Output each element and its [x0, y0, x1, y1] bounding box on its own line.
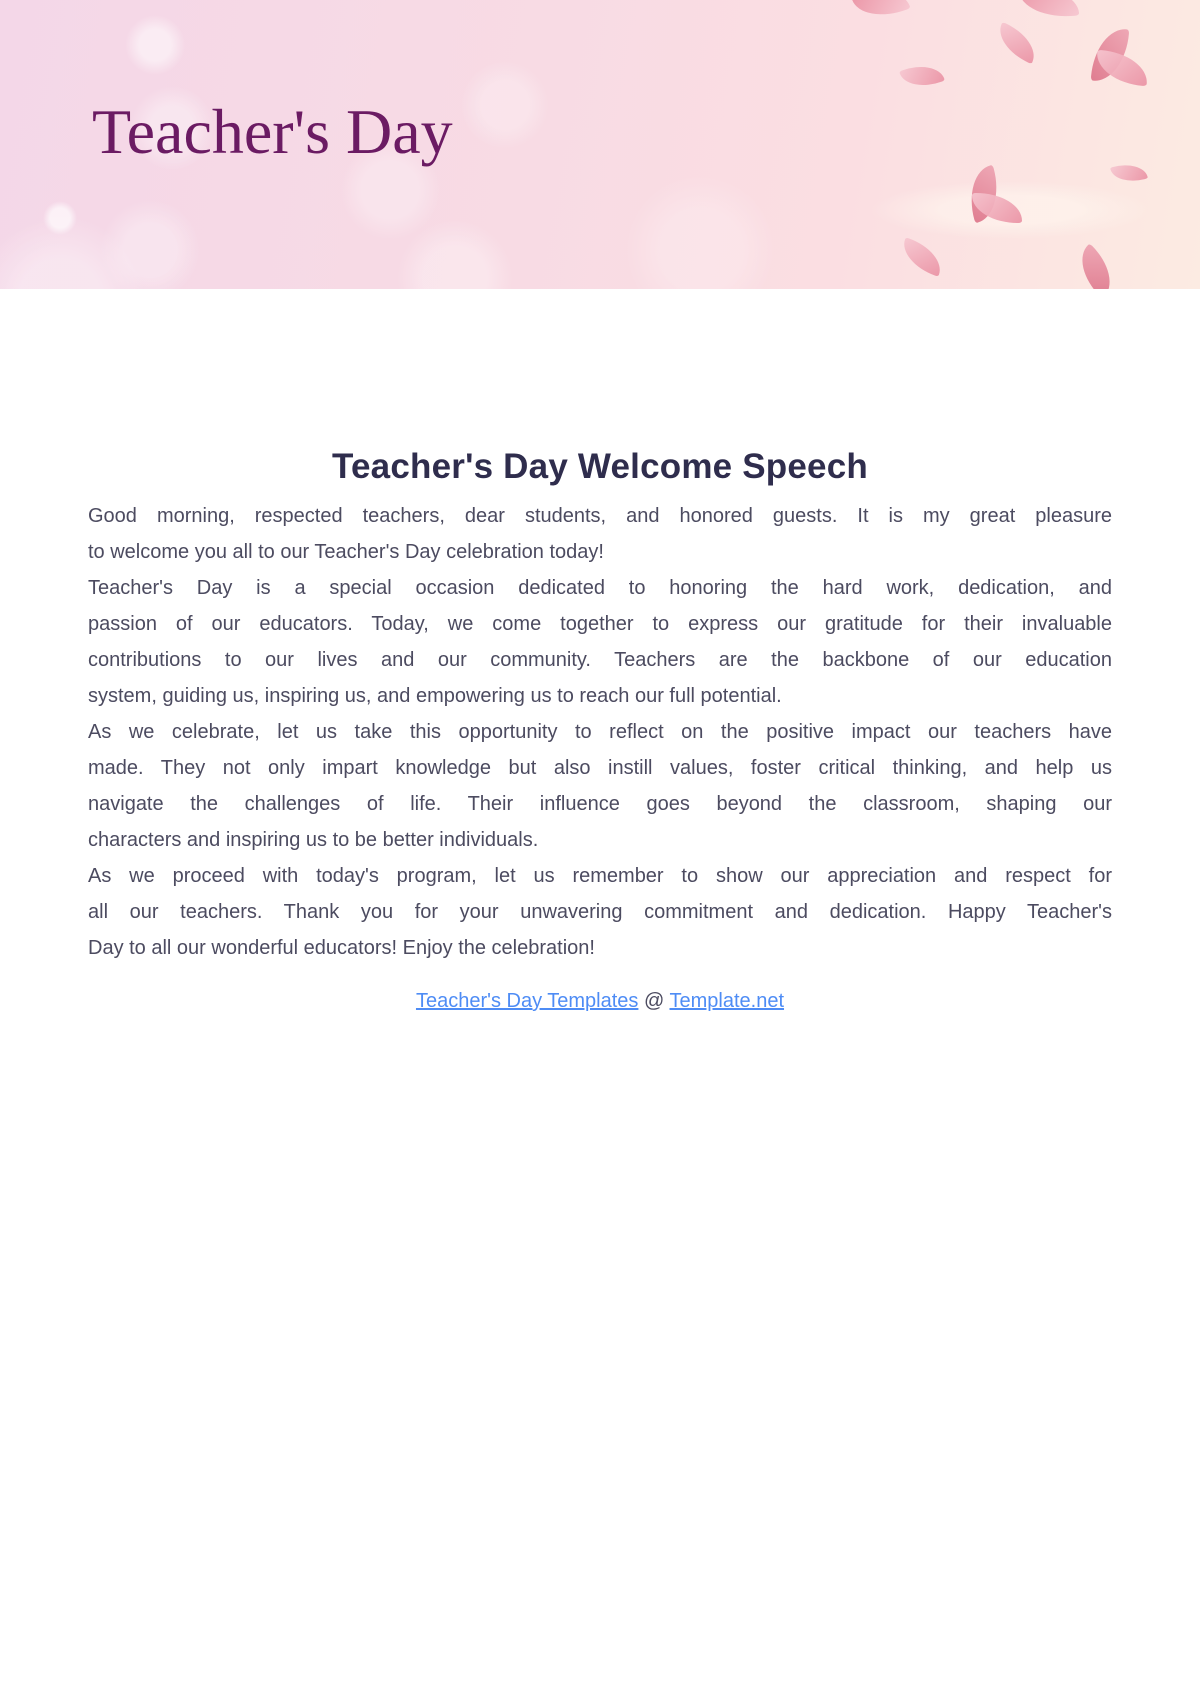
text-line: to welcome you all to our Teacher's Day celebration today! — [88, 541, 604, 563]
petal-icon — [992, 22, 1043, 64]
text-line: navigate the challenges of life. Their influence goes beyond the classroom, shaping our — [88, 793, 1112, 815]
at-separator: @ — [643, 990, 665, 1012]
header-title: Teacher's Day — [92, 96, 453, 167]
paragraph — [88, 570, 1112, 714]
document-content — [88, 446, 1112, 1016]
speech-body — [88, 498, 1112, 966]
template-net-link[interactable]: Template.net — [669, 990, 785, 1012]
paragraph — [88, 498, 1112, 570]
teachers-day-templates-link[interactable]: Teacher's Day Templates — [415, 990, 639, 1012]
speech-title: Teacher's Day Welcome Speech — [332, 447, 868, 486]
petal-icon — [1019, 0, 1080, 20]
text-line: As we celebrate, let us take this opportunity to reflect on the positive impact our teachers have — [88, 721, 1112, 743]
text-line: system, guiding us, inspiring us, and empowering us to reach our full potential. — [88, 685, 782, 707]
attribution-line — [88, 986, 1112, 1016]
text-line: made. They not only impart knowledge but also instill values, foster critical thinking, and help us — [88, 757, 1112, 779]
header-banner — [0, 0, 1200, 289]
text-line: contributions to our lives and our community. Teachers are the backbone of our education — [88, 649, 1112, 671]
paragraph — [88, 714, 1112, 858]
text-line: Good morning, respected teachers, dear students, and honored guests. It is my great pleasure — [88, 505, 1112, 527]
text-line: all our teachers. Thank you for your unwavering commitment and dedication. Happy Teacher's — [88, 901, 1112, 923]
petal-icon — [1110, 159, 1148, 187]
petal-icon — [851, 0, 910, 26]
text-line: Day to all our wonderful educators! Enjoy the celebration! — [88, 937, 595, 959]
text-line: Teacher's Day is a special occasion dedicated to honoring the hard work, dedication, and — [88, 577, 1112, 599]
petal-icon — [899, 58, 945, 94]
petal-icon — [1068, 243, 1123, 289]
petal-icon — [897, 237, 947, 276]
text-line: characters and inspiring us to be better individuals. — [88, 829, 539, 851]
petal-icon — [1095, 50, 1150, 86]
text-line: passion of our educators. Today, we come together to express our gratitude for their invaluable — [88, 613, 1112, 635]
text-line: As we proceed with today's program, let us remember to show our appreciation and respect for — [88, 865, 1112, 887]
paragraph — [88, 858, 1112, 966]
